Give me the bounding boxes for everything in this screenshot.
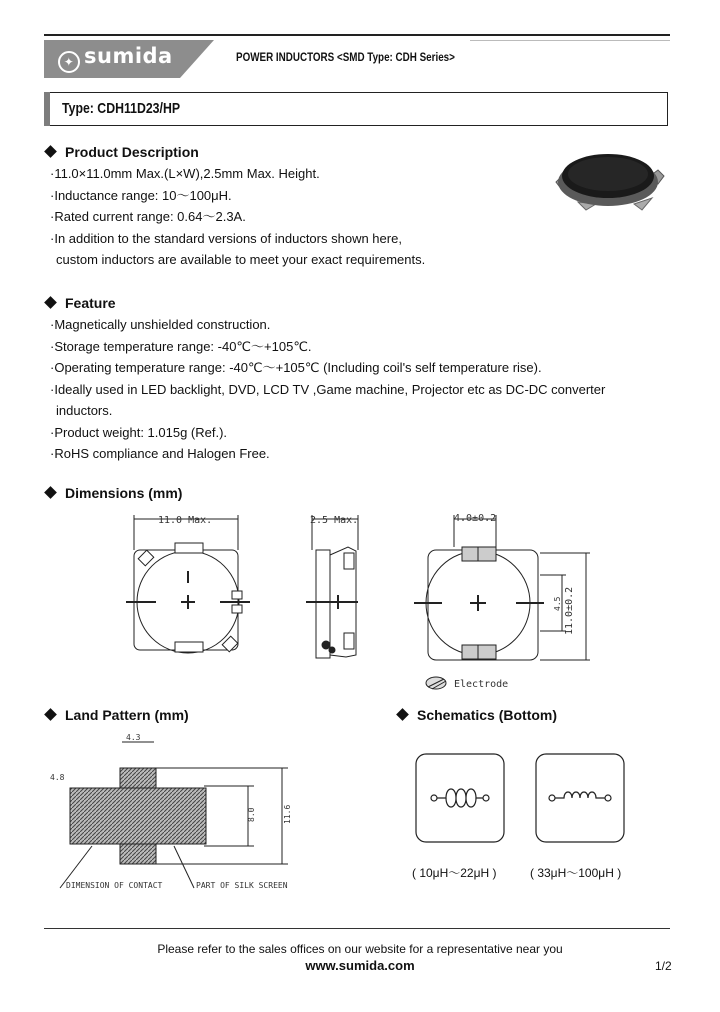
description-line: ·Inductance range: 10～100μH. [50,187,232,203]
section-title-schematics [398,707,557,723]
product-photo [548,146,668,216]
schematics-title: Schematics (Bottom) [417,707,558,723]
land-pattern-title: Land Pattern (mm) [65,707,189,723]
section-title-feature [46,295,116,311]
type-label: Type: CDH11D23/HP [62,100,181,117]
dim-label-inner: 4.5 [553,596,562,611]
feature-line: ·Ideally used in LED backlight, DVD, LCD TV ,Game machine, Projector etc as DC-DC converter [50,381,606,397]
diamond-bullet-icon [44,145,57,158]
section-title-land-pattern [46,707,189,723]
description-line: ·In addition to the standard versions of inductors shown here, [50,230,402,246]
type-accent-bar [44,92,50,126]
land-note-contact: DIMENSION OF CONTACT [66,881,163,890]
footer-note: Please refer to the sales offices on our website for a representative near you [157,942,563,956]
feature-list [50,314,605,465]
land-pattern-drawing [44,728,314,894]
schematic-right-caption: ( 33μH～100μH ) [530,866,622,880]
description-line: custom inductors are available to meet your exact requirements. [56,252,426,267]
header-rule [44,34,670,36]
feature-line: ·Product weight: 1.015g (Ref.). [50,424,228,440]
brand-logo [58,44,173,73]
feature-line: ·Storage temperature range: -40℃～+105℃. [50,338,312,354]
header-title: POWER INDUCTORS <SMD Type: CDH Series> [236,50,455,64]
schematic-left-frame [416,754,504,842]
dimensions-drawing [120,505,600,695]
sumida-mark-icon: ✦ [58,51,80,73]
dim-label-height: 2.5 Max. [310,515,359,526]
page-number: 1/2 [655,959,672,973]
feature-title: Feature [65,295,116,311]
dim-label-electrode-width: 4.0±0.2 [454,513,497,524]
feature-line: inductors. [56,403,113,418]
footer-website-link[interactable]: www.sumida.com [305,958,415,973]
header-right-rule [470,40,670,79]
dim-label-width: 11.0 Max. [158,515,213,526]
land-label-outer: 11.6 [283,804,292,824]
diamond-bullet-icon [44,486,57,499]
diamond-bullet-icon [44,296,57,309]
feature-line: ·Operating temperature range: -40℃～+105℃ (Including coil's self temperature rise). [50,360,542,375]
feature-line: ·Magnetically unshielded construction. [50,317,271,332]
schematic-left-caption: ( 10μH～22μH ) [412,866,497,880]
dimensions-title: Dimensions (mm) [65,485,183,501]
description-line: ·11.0×11.0mm Max.(L×W),2.5mm Max. Height. [50,166,320,181]
brand-name: sumida [84,44,173,68]
description-line: ·Rated current range: 0.64～2.3A. [50,209,246,224]
land-label-left: 4.8 [50,773,65,782]
section-title-product-description [46,144,199,160]
feature-line: ·RoHS compliance and Halogen Free. [50,446,270,461]
footer-rule [44,928,670,929]
diamond-bullet-icon [396,708,409,721]
schematics-drawing [412,750,632,845]
dim-label-side: 11.0±0.2 [564,586,575,635]
electrode-legend: Electrode [454,679,509,690]
land-label-top: 4.3 [126,733,141,742]
product-description-title: Product Description [65,144,199,160]
diamond-bullet-icon [44,708,57,721]
product-description-list [50,163,425,271]
land-label-inner: 8.0 [247,807,256,822]
section-title-dimensions [46,485,182,501]
land-note-silk: PART OF SILK SCREEN [196,881,288,890]
